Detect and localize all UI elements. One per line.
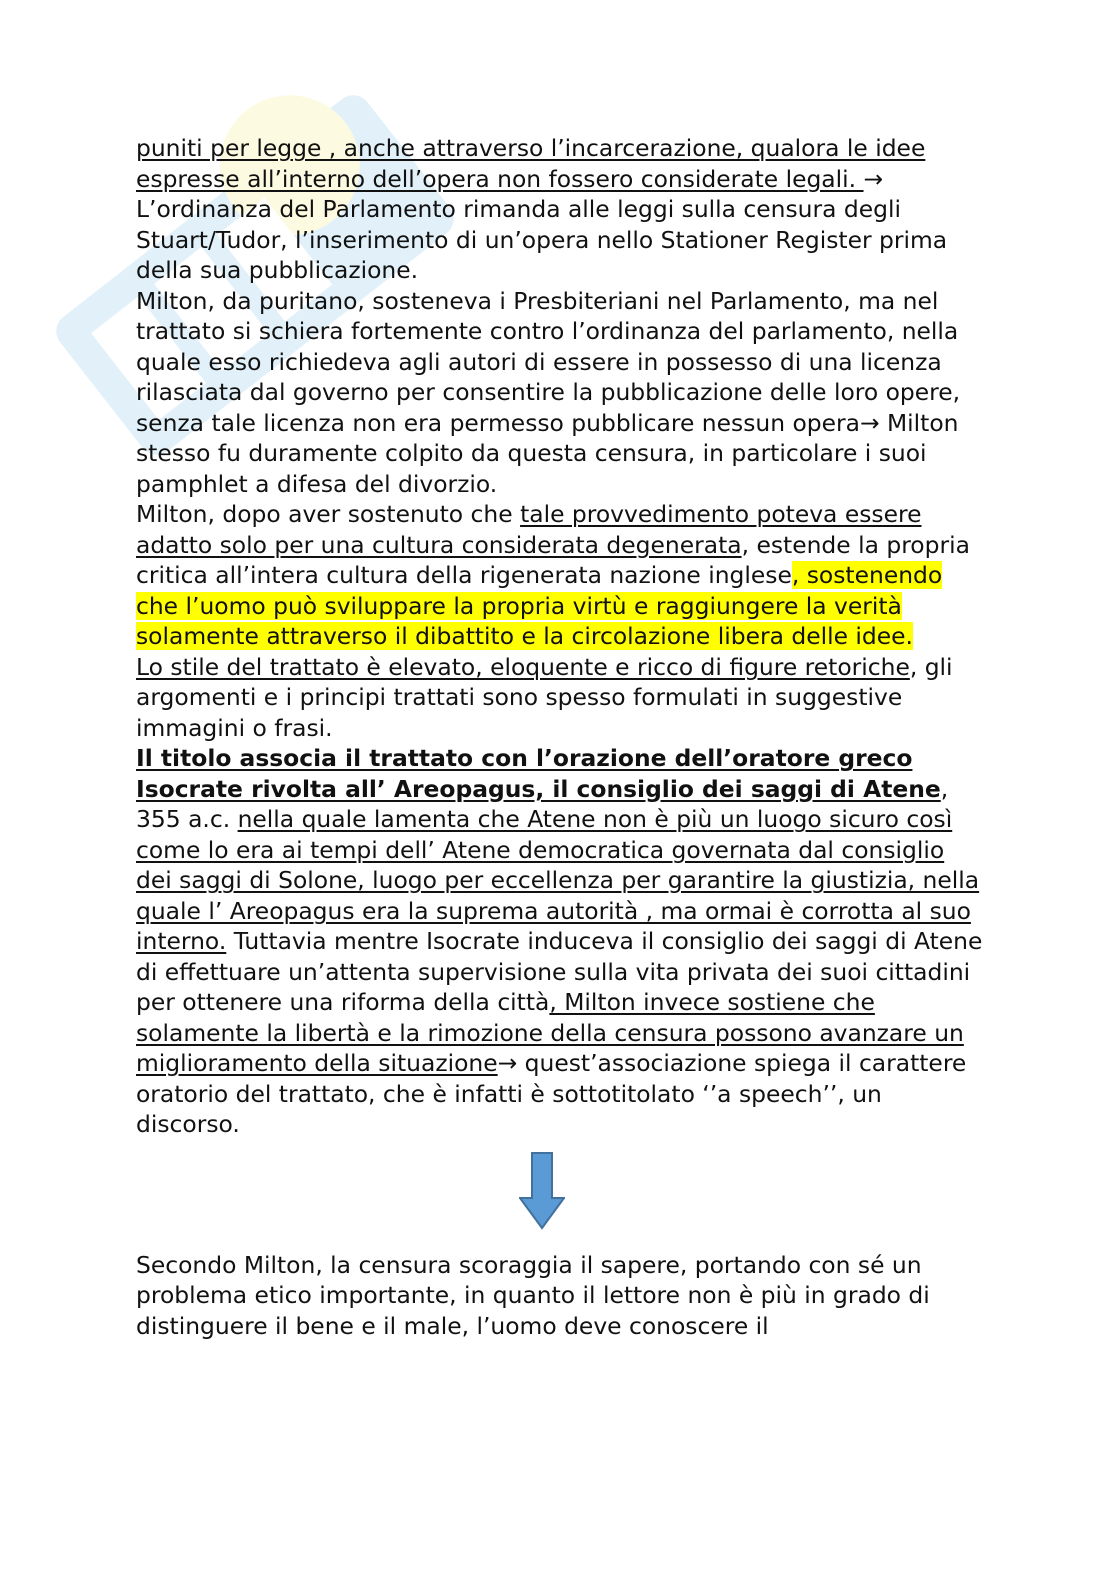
text-run: → L’ordinanza del Parlamento rimanda alle leggi sulla censura degli Stuart/Tudor, l’inserimento di un’opera nello Stationer Register prima della sua pubblicazione. — [136, 164, 948, 284]
arrow-container — [136, 1140, 986, 1250]
underlined-text: tale provvedimento poteva essere adatto solo per una cultura considerata degenerata — [136, 500, 922, 559]
paragraph-2 — [136, 286, 986, 500]
paragraph-5 — [136, 743, 986, 1140]
underlined-text: puniti per legge , anche attraverso l’incarcerazione, qualora le idee espresse all’interno dell’opera non fossero considerate legali. — [136, 134, 926, 193]
document-page — [136, 133, 986, 1341]
text-run: Milton, da puritano, sosteneva i Presbiteriani nel Parlamento, ma nel trattato si schiera fortemente contro l’ordinanza del parlamento, nella quale esso richiedeva agli autori di essere in possesso di una licenza rilasciata dal governo per consentire la pubblicazione delle loro opere, senza tale licenza non era permesso pubblicare nessun opera→ Milton stesso fu duramente colpito da questa censura, in particolare i suoi pamphlet a difesa del divorzio. — [136, 286, 961, 498]
underlined-text: Lo stile del trattato è elevato, eloquente e ricco di figure retoriche — [136, 652, 910, 681]
down-arrow-icon — [519, 1152, 565, 1230]
text-run: , estende la propria critica all’intera cultura della rigenerata nazione inglese — [136, 530, 970, 589]
paragraph-3 — [136, 499, 986, 652]
underlined-text: nella quale lamenta che Atene non è più un luogo sicuro così come lo era ai tempi dell’ Atene democratica governata dal consiglio dei saggi di Solone, luogo per eccellenza per garantire la giustizia, nella quale l’ Areopagus era la suprema autorità , ma ormai è corrotta al suo interno. — [136, 805, 980, 955]
paragraph-1 — [136, 133, 986, 286]
text-run: Secondo Milton, la censura scoraggia il sapere, portando con sé un problema etico importante, in quanto il lettore non è più in grado di distinguere il bene e il male, l’uomo deve conoscere il — [136, 1250, 930, 1340]
text-run: Tuttavia mentre Isocrate induceva il consiglio dei saggi di Atene di effettuare un’attenta supervisione sulla vita privata dei suoi cittadini per ottenere una riforma della città — [136, 927, 983, 1016]
bold-underlined-text: Il titolo associa il trattato con l’orazione dell’oratore greco Isocrate rivolta all’ Areopagus, il consiglio dei saggi di Atene — [136, 744, 941, 803]
text-run: → quest’associazione spiega il carattere oratorio del trattato, che è infatti è sottotitolato ‘’a speech’’, un discorso. — [136, 1049, 967, 1138]
highlighted-text: , sostenendo che l’uomo può sviluppare la propria virtù e raggiungere la verità solamente attraverso il dibattito e la circolazione libera delle idee. — [136, 561, 943, 650]
text-run: , gli argomenti e i principi trattati sono spesso formulati in suggestive immagini o frasi. — [136, 652, 953, 742]
text-run: , 355 a.c. — [136, 774, 949, 833]
paragraph-4 — [136, 652, 986, 744]
underlined-text: , Milton invece sostiene che solamente la libertà e la rimozione della censura possono avanzare un miglioramento della situazione — [136, 988, 964, 1077]
paragraph-6 — [136, 1250, 986, 1342]
text-run: Milton, dopo aver sostenuto che — [136, 500, 521, 528]
